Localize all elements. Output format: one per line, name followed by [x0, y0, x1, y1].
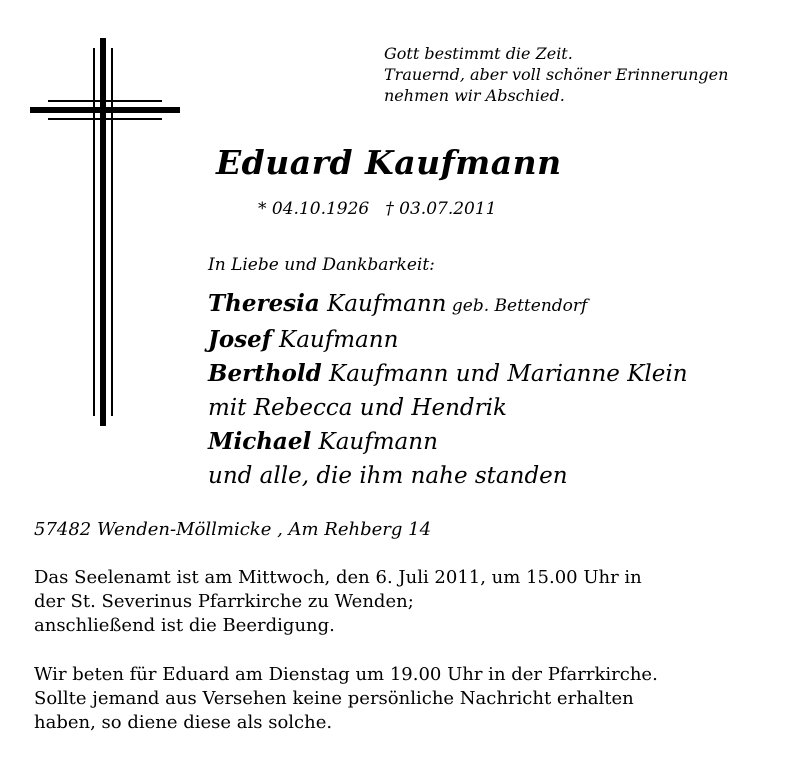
- family-rest: mit Rebecca und Hendrik: [208, 395, 507, 421]
- deceased-name: Eduard Kaufmann: [216, 143, 562, 182]
- family-first-name: Josef: [208, 326, 272, 353]
- family-first-name: Theresia: [208, 290, 320, 317]
- motto: [384, 43, 728, 106]
- family-rest: und alle, die ihm nahe standen: [208, 463, 568, 489]
- death-date: † 03.07.2011: [385, 199, 497, 219]
- funeral-info-line: anschließend ist die Beerdigung.: [34, 615, 335, 636]
- family-row: [208, 323, 688, 357]
- prayer-info-line: Wir beten für Eduard am Dienstag um 19.00 Uhr in der Pfarrkirche.: [34, 664, 658, 685]
- thanks-line: In Liebe und Dankbarkeit:: [208, 255, 435, 275]
- family-row: [208, 425, 688, 459]
- family-rest: Kaufmann: [319, 291, 447, 317]
- motto-line: Trauernd, aber voll schöner Erinnerungen: [384, 65, 729, 84]
- family-row: [208, 287, 688, 323]
- prayer-info: [34, 663, 658, 735]
- prayer-info-line: Sollte jemand aus Versehen keine persönliche Nachricht erhalten: [34, 688, 634, 709]
- funeral-info: [34, 566, 642, 638]
- life-dates: [258, 199, 497, 219]
- address: 57482 Wenden-Möllmicke , Am Rehberg 14: [34, 519, 432, 540]
- family-list: [208, 287, 688, 493]
- family-rest: Kaufmann: [311, 429, 438, 455]
- family-note: geb. Bettendorf: [446, 296, 588, 316]
- family-first-name: Michael: [208, 428, 312, 455]
- motto-line: nehmen wir Abschied.: [384, 86, 565, 105]
- motto-line: Gott bestimmt die Zeit.: [384, 44, 573, 63]
- family-first-name: Berthold: [208, 360, 322, 387]
- family-row: [208, 459, 688, 493]
- prayer-info-line: haben, so diene diese als solche.: [34, 712, 333, 733]
- family-rest: Kaufmann und Marianne Klein: [321, 361, 688, 387]
- cross-icon: [30, 38, 180, 426]
- funeral-info-line: Das Seelenamt ist am Mittwoch, den 6. Juli 2011, um 15.00 Uhr in: [34, 567, 642, 588]
- family-row: [208, 391, 688, 425]
- family-rest: Kaufmann: [271, 327, 399, 353]
- birth-date: * 04.10.1926: [258, 199, 370, 219]
- family-row: [208, 357, 688, 391]
- funeral-info-line: der St. Severinus Pfarrkirche zu Wenden;: [34, 591, 414, 612]
